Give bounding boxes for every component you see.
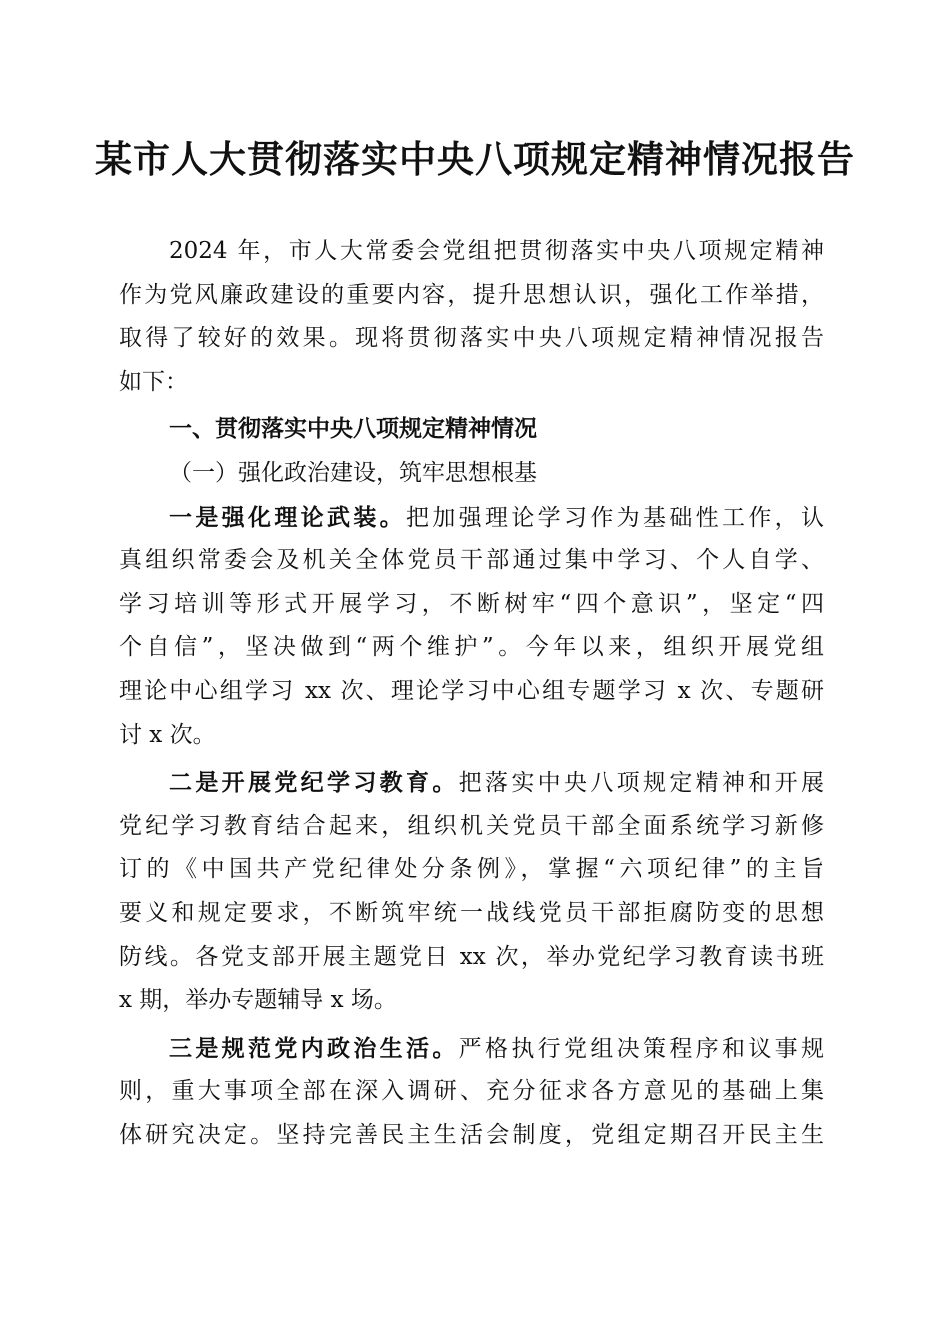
paragraph-lead: 三是规范党内政治生活。: [169, 1034, 459, 1062]
paragraph-text: 把加强理论学习作为基础性工作，认: [406, 504, 825, 531]
section-heading: 一、贯彻落实中央八项规定精神情况: [169, 416, 537, 443]
paragraph-line: x 期，举办专题辅导 x 场。: [119, 987, 397, 1014]
paragraph-line: 学习培训等形式开展学习，不断树牢“四个意识”，坚定“四: [119, 590, 824, 617]
paragraph-lead: 一是强化理论武装。: [169, 503, 406, 531]
paragraph-line: 要义和规定要求，不断筑牢统一战线党员干部拒腐防变的思想: [119, 899, 824, 926]
document-body: [119, 230, 824, 1157]
paragraph-line: 个自信”，坚决做到“两个维护”。今年以来，组织开展党组: [119, 634, 824, 661]
subsection-heading: （一）强化政治建设，筑牢思想根基: [169, 459, 537, 486]
paragraph-line: 体研究决定。坚持完善民主生活会制度，党组定期召开民主生: [119, 1121, 824, 1148]
paragraph-text: 严格执行党组决策程序和议事规: [458, 1035, 825, 1062]
intro-line: 取得了较好的效果。现将贯彻落实中央八项规定精神情况报告: [119, 325, 824, 352]
paragraph-line: 防线。各党支部开展主题党日 xx 次，举办党纪学习教育读书班: [119, 943, 824, 970]
paragraph-line: 讨 x 次。: [119, 721, 216, 748]
paragraph-first-line: [119, 496, 824, 540]
document-title: 某市人大贯彻落实中央八项规定精神情况报告: [95, 137, 855, 181]
paragraph-line: 党纪学习教育结合起来，组织机关党员干部全面系统学习新修: [119, 812, 824, 839]
paragraph-line: 订的《中国共产党纪律处分条例》，掌握“六项纪律”的主旨: [119, 856, 824, 883]
intro-line: 作为党风廉政建设的重要内容，提升思想认识，强化工作举措，: [119, 281, 824, 308]
paragraph-first-line: [119, 1027, 824, 1071]
paragraph-first-line: [119, 761, 824, 805]
paragraph-text: 把落实中央八项规定精神和开展: [458, 770, 825, 797]
paragraph-line: 真组织常委会及机关全体党员干部通过集中学习、个人自学、: [119, 547, 824, 574]
paragraph-line: 则，重大事项全部在深入调研、充分征求各方意见的基础上集: [119, 1078, 824, 1105]
intro-line: 2024 年，市人大常委会党组把贯彻落实中央八项规定精神: [169, 238, 824, 264]
intro-line: 如下：: [119, 368, 188, 395]
paragraph-lead: 二是开展党纪学习教育。: [169, 769, 459, 797]
paragraph-line: 理论中心组学习 xx 次、理论学习中心组专题学习 x 次、专题研: [119, 677, 824, 704]
